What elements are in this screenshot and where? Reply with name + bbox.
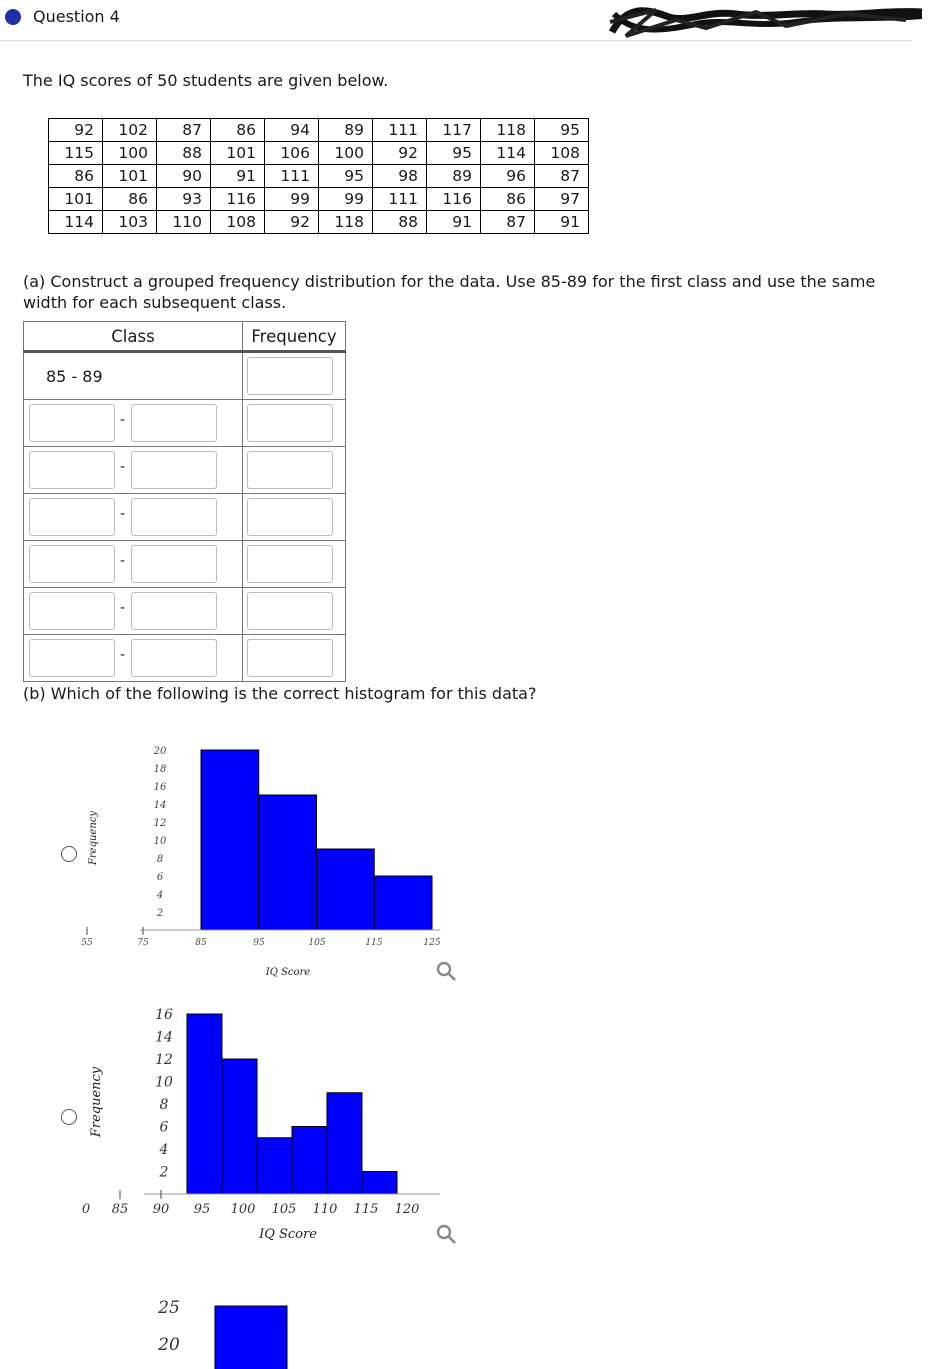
y-tick-label: 14 xyxy=(155,1029,173,1046)
data-cell: 89 xyxy=(319,119,373,142)
y-tick-label: 6 xyxy=(156,872,164,883)
frequency-input[interactable] xyxy=(247,451,333,489)
data-cell: 92 xyxy=(49,119,103,142)
y-tick-label: 16 xyxy=(153,782,167,793)
part-a-prompt: (a) Construct a grouped frequency distribution for the data. Use 85-89 for the first class and use the same width for each subsequent class. xyxy=(23,272,876,312)
data-cell: 102 xyxy=(103,119,157,142)
first-class-label: 85 - 89 xyxy=(24,352,243,400)
iq-scores-table xyxy=(48,118,589,234)
class-lower-input[interactable] xyxy=(29,639,115,677)
data-cell: 88 xyxy=(157,142,211,165)
y-tick-label: 20 xyxy=(153,746,167,757)
histogram-bar xyxy=(374,876,432,930)
data-cell: 99 xyxy=(319,188,373,211)
y-tick-label: 4 xyxy=(159,1142,169,1158)
histogram-option-b xyxy=(70,995,470,1250)
x-tick-label: 120 xyxy=(394,1202,420,1217)
class-lower-input[interactable] xyxy=(29,592,115,630)
class-upper-input[interactable] xyxy=(131,639,217,677)
data-cell: 88 xyxy=(373,211,427,234)
y-tick-label: 20 xyxy=(158,1335,180,1355)
y-axis-title: Frequency xyxy=(88,810,99,866)
y-tick-label: 4 xyxy=(156,890,164,901)
histogram-bar xyxy=(201,750,259,930)
data-cell: 86 xyxy=(103,188,157,211)
class-upper-input[interactable] xyxy=(131,404,217,442)
zoom-icon[interactable] xyxy=(436,1224,458,1246)
frequency-input[interactable] xyxy=(247,545,333,583)
class-lower-input[interactable] xyxy=(29,451,115,489)
data-cell: 98 xyxy=(373,165,427,188)
x-tick-label: 55 xyxy=(81,938,93,948)
y-tick-label: 8 xyxy=(159,1097,169,1113)
y-tick-label: 2 xyxy=(156,908,164,919)
x-tick-label: 0 xyxy=(81,1202,91,1217)
y-tick-label: 2 xyxy=(159,1164,169,1181)
histogram-option-a xyxy=(70,735,470,985)
data-cell: 101 xyxy=(211,142,265,165)
class-row xyxy=(24,541,346,588)
data-cell: 111 xyxy=(265,165,319,188)
x-tick-label: 115 xyxy=(365,938,383,948)
data-cell: 117 xyxy=(427,119,481,142)
histogram-bar xyxy=(259,795,317,930)
data-cell: 86 xyxy=(49,165,103,188)
y-tick-label: 12 xyxy=(155,1052,173,1068)
y-tick-label: 14 xyxy=(153,800,167,811)
data-cell: 92 xyxy=(373,142,427,165)
x-tick-label: 100 xyxy=(230,1202,256,1217)
class-upper-input[interactable] xyxy=(131,592,217,630)
data-cell: 108 xyxy=(535,142,589,165)
frequency-table xyxy=(23,321,346,682)
question-status-dot xyxy=(5,9,21,25)
x-tick-label: 85 xyxy=(195,938,207,948)
class-row xyxy=(24,447,346,494)
data-cell: 114 xyxy=(481,142,535,165)
frequency-input[interactable] xyxy=(247,404,333,442)
histogram-bar xyxy=(257,1138,292,1194)
data-cell: 91 xyxy=(427,211,481,234)
data-cell: 92 xyxy=(265,211,319,234)
histogram-bar xyxy=(187,1014,222,1194)
y-tick-label: 10 xyxy=(153,836,167,847)
y-tick-label: 10 xyxy=(155,1074,173,1091)
data-cell: 111 xyxy=(373,188,427,211)
zoom-icon[interactable] xyxy=(436,961,458,983)
question-title: Question 4 xyxy=(33,7,120,26)
redacted-scribble xyxy=(606,2,926,40)
data-cell: 101 xyxy=(49,188,103,211)
class-dash: - xyxy=(120,506,126,522)
data-cell: 95 xyxy=(427,142,481,165)
class-header: Class xyxy=(24,322,243,352)
data-cell: 86 xyxy=(481,188,535,211)
data-cell: 89 xyxy=(427,165,481,188)
data-row xyxy=(49,188,589,211)
data-cell: 90 xyxy=(157,165,211,188)
data-cell: 91 xyxy=(535,211,589,234)
data-cell: 101 xyxy=(103,165,157,188)
data-cell: 95 xyxy=(319,165,373,188)
data-cell: 118 xyxy=(481,119,535,142)
y-tick-label: 6 xyxy=(159,1119,169,1136)
data-cell: 87 xyxy=(481,211,535,234)
data-cell: 116 xyxy=(211,188,265,211)
frequency-input[interactable] xyxy=(247,357,333,395)
class-dash: - xyxy=(120,647,126,663)
x-tick-label: 75 xyxy=(137,938,149,948)
class-row xyxy=(24,588,346,635)
data-cell: 93 xyxy=(157,188,211,211)
x-tick-label: 95 xyxy=(193,1202,211,1217)
intro-text: The IQ scores of 50 students are given below. xyxy=(23,71,389,90)
data-cell: 99 xyxy=(265,188,319,211)
x-axis-title: IQ Score xyxy=(259,1227,317,1242)
frequency-header: Frequency xyxy=(243,322,346,352)
frequency-input[interactable] xyxy=(247,592,333,630)
class-row xyxy=(24,494,346,541)
data-cell: 100 xyxy=(319,142,373,165)
histogram-bar xyxy=(317,849,375,930)
x-tick-label: 125 xyxy=(423,938,441,948)
histogram-option-c xyxy=(70,1290,370,1369)
data-row xyxy=(49,211,589,234)
y-tick-label: 25 xyxy=(158,1298,180,1318)
class-dash: - xyxy=(120,553,126,569)
class-lower-input[interactable] xyxy=(29,545,115,583)
y-tick-label: 18 xyxy=(153,764,167,775)
data-cell: 87 xyxy=(535,165,589,188)
histogram-bar xyxy=(222,1059,257,1194)
data-cell: 94 xyxy=(265,119,319,142)
x-tick-label: 85 xyxy=(111,1202,129,1217)
data-cell: 114 xyxy=(49,211,103,234)
data-row xyxy=(49,142,589,165)
x-axis-title: IQ Score xyxy=(265,967,311,978)
data-cell: 100 xyxy=(103,142,157,165)
data-row xyxy=(49,165,589,188)
x-tick-label: 105 xyxy=(271,1202,297,1217)
y-tick-label: 12 xyxy=(153,818,167,829)
data-cell: 106 xyxy=(265,142,319,165)
class-upper-input[interactable] xyxy=(131,545,217,583)
data-cell: 91 xyxy=(211,165,265,188)
data-cell: 118 xyxy=(319,211,373,234)
data-cell: 115 xyxy=(49,142,103,165)
class-dash: - xyxy=(120,412,126,428)
histogram-bar xyxy=(215,1306,287,1369)
data-cell: 108 xyxy=(211,211,265,234)
class-dash: - xyxy=(120,600,126,616)
data-cell: 116 xyxy=(427,188,481,211)
data-cell: 103 xyxy=(103,211,157,234)
data-cell: 87 xyxy=(157,119,211,142)
class-lower-input[interactable] xyxy=(29,404,115,442)
y-axis-title: Frequency xyxy=(89,1066,104,1138)
class-dash: - xyxy=(120,459,126,475)
data-cell: 95 xyxy=(535,119,589,142)
y-tick-label: 8 xyxy=(156,854,164,865)
x-tick-label: 110 xyxy=(312,1202,338,1217)
frequency-input[interactable] xyxy=(247,498,333,536)
data-cell: 97 xyxy=(535,188,589,211)
class-row xyxy=(24,400,346,447)
data-cell: 86 xyxy=(211,119,265,142)
histogram-bar xyxy=(292,1127,327,1195)
part-b-prompt: (b) Which of the following is the correct histogram for this data? xyxy=(23,684,537,703)
x-tick-label: 105 xyxy=(308,938,326,948)
histogram-bar xyxy=(362,1172,397,1195)
histogram-bar xyxy=(327,1093,362,1194)
data-cell: 96 xyxy=(481,165,535,188)
x-tick-label: 115 xyxy=(353,1202,379,1217)
class-row xyxy=(24,635,346,682)
frequency-input[interactable] xyxy=(247,639,333,677)
x-tick-label: 90 xyxy=(152,1202,170,1217)
class-upper-input[interactable] xyxy=(131,451,217,489)
data-row xyxy=(49,119,589,142)
class-upper-input[interactable] xyxy=(131,498,217,536)
data-cell: 110 xyxy=(157,211,211,234)
data-cell: 111 xyxy=(373,119,427,142)
y-tick-label: 16 xyxy=(155,1007,173,1023)
x-tick-label: 95 xyxy=(253,938,265,948)
class-lower-input[interactable] xyxy=(29,498,115,536)
